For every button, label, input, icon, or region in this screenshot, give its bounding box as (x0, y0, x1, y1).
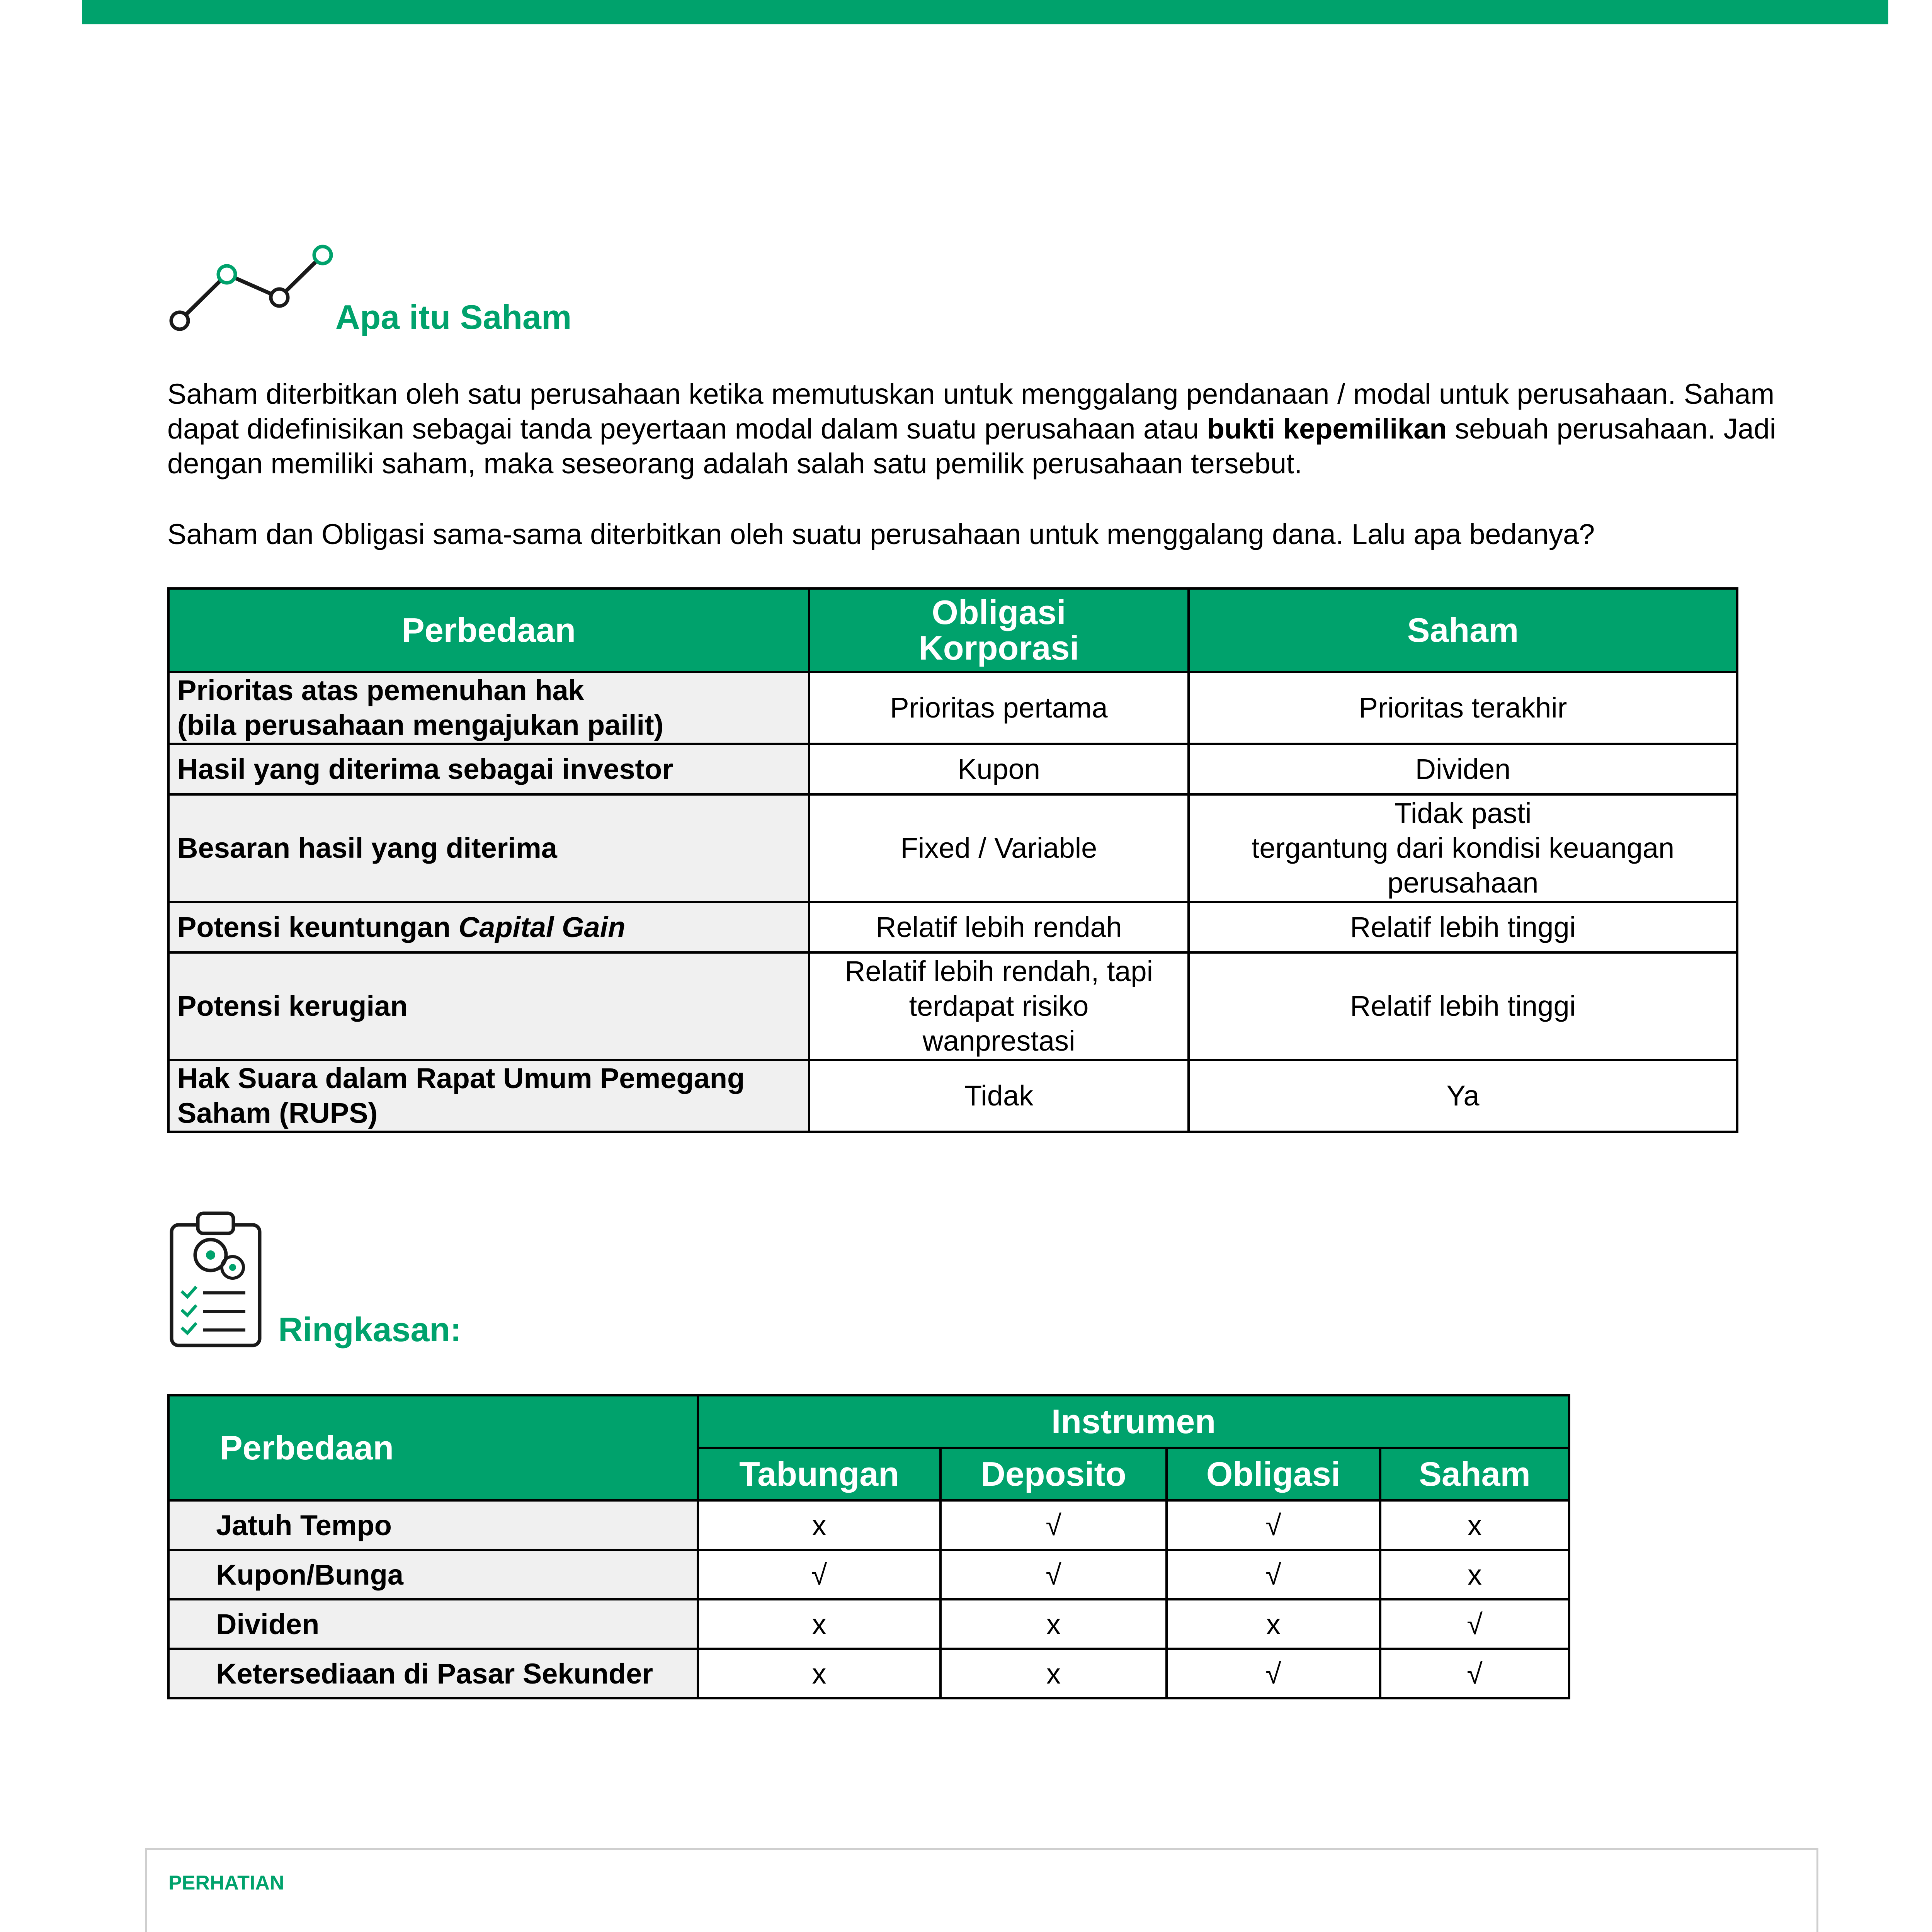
table-row (168, 952, 1737, 1060)
row-label-text: Potensi keuntungan (177, 911, 459, 943)
row-label (168, 1060, 809, 1132)
summary-table (167, 1394, 1570, 1699)
row-label-line: Prioritas atas pemenuhan hak (177, 674, 584, 706)
cell-mark: x (1167, 1599, 1380, 1649)
table-row (168, 1060, 1737, 1132)
row-label: Jatuh Tempo (168, 1500, 698, 1550)
intro-paragraph (167, 377, 1790, 481)
cell-mark: √ (1380, 1599, 1569, 1649)
header-tabungan: Tabungan (698, 1448, 940, 1500)
row-label: Potensi kerugian (168, 952, 809, 1060)
comparison-header-row (168, 588, 1737, 672)
row-label-line: (bila perusahaan mengajukan pailit) (177, 709, 664, 741)
intro-text-bold: bukti kepemilikan (1207, 413, 1447, 445)
cell-line: terdapat risiko (909, 990, 1089, 1022)
cell-saham: Dividen (1189, 744, 1737, 794)
header-obligasi: Obligasi (1167, 1448, 1380, 1500)
row-label: Ketersediaan di Pasar Sekunder (168, 1649, 698, 1698)
table-row (168, 1599, 1569, 1649)
cell-line: wanprestasi (922, 1025, 1075, 1057)
cell-mark: √ (1167, 1649, 1380, 1698)
intro-text-a: Saham diterbitkan oleh satu perusahaan ketika memutuskan untuk menggalang pendanaan / modal untuk perusahaan. Saham dapat didefinisikan sebagai tanda peyertaan modal dalam suatu perusahaan atau (167, 378, 1775, 445)
table-row (168, 672, 1737, 744)
header-deposito: Deposito (940, 1448, 1167, 1500)
header-saham: Saham (1380, 1448, 1569, 1500)
cell-line: Tidak pasti (1394, 797, 1532, 829)
cell-mark: √ (940, 1550, 1167, 1599)
cell-mark: x (1380, 1500, 1569, 1550)
header-perbedaan: Perbedaan (168, 588, 809, 672)
cell-obligasi: Fixed / Variable (809, 794, 1189, 902)
cell-saham: Ya (1189, 1060, 1737, 1132)
cell-saham: Relatif lebih tinggi (1189, 902, 1737, 952)
cell-line: Relatif lebih rendah, tapi (844, 955, 1153, 987)
header-saham: Saham (1189, 588, 1737, 672)
row-label: Besaran hasil yang diterima (168, 794, 809, 902)
cell-mark: √ (1167, 1550, 1380, 1599)
table-row (168, 902, 1737, 952)
row-label: Dividen (168, 1599, 698, 1649)
table-row (168, 1550, 1569, 1599)
line-chart-icon (166, 243, 336, 336)
cell-obligasi: Relatif lebih rendah (809, 902, 1189, 952)
header-obligasi-text: Obligasi Korporasi (918, 593, 1079, 667)
row-label-line: Saham (RUPS) (177, 1097, 378, 1129)
cell-obligasi: Tidak (809, 1060, 1189, 1132)
cell-saham (1189, 794, 1737, 902)
cell-line: tergantung dari kondisi keuangan (1251, 832, 1675, 864)
disclaimer-title: PERHATIAN (168, 1872, 284, 1894)
cell-mark: x (698, 1500, 940, 1550)
question-paragraph: Saham dan Obligasi sama-sama diterbitkan oleh suatu perusahaan untuk menggalang dana. Lalu apa bedanya? (167, 518, 1595, 550)
table-row (168, 1649, 1569, 1698)
cell-obligasi: Prioritas pertama (809, 672, 1189, 744)
cell-line: perusahaan (1387, 867, 1539, 899)
row-label-line: Hak Suara dalam Rapat Umum Pemegang (177, 1062, 745, 1094)
section-title-ringkasan: Ringkasan: (278, 1310, 462, 1349)
cell-mark: x (940, 1649, 1167, 1698)
header-instrumen: Instrumen (698, 1395, 1569, 1448)
cell-mark: √ (698, 1550, 940, 1599)
cell-saham: Relatif lebih tinggi (1189, 952, 1737, 1060)
row-label: Hasil yang diterima sebagai investor (168, 744, 809, 794)
cell-mark: x (1380, 1550, 1569, 1599)
row-label: Kupon/Bunga (168, 1550, 698, 1599)
comparison-table (167, 587, 1738, 1133)
cell-mark: √ (1167, 1500, 1380, 1550)
cell-mark: x (940, 1599, 1167, 1649)
table-row (168, 744, 1737, 794)
cell-mark: x (698, 1599, 940, 1649)
cell-obligasi (809, 952, 1189, 1060)
row-label-italic: Capital Gain (458, 911, 626, 943)
row-label (168, 672, 809, 744)
cell-mark: √ (1380, 1649, 1569, 1698)
row-label (168, 902, 809, 952)
header-perbedaan: Perbedaan (168, 1395, 698, 1500)
disclaimer-box (145, 1848, 1818, 1932)
table-row (168, 794, 1737, 902)
cell-obligasi: Kupon (809, 744, 1189, 794)
intro-text-b: sebuah perusahaan. Jadi dengan memiliki saham, maka seseorang adalah salah satu pemilik perusahaan tersebut. (167, 413, 1776, 480)
cell-saham: Prioritas terakhir (1189, 672, 1737, 744)
top-green-bar (82, 0, 1888, 24)
header-obligasi (809, 588, 1189, 672)
clipboard-gears-icon (166, 1209, 267, 1352)
section-title-saham: Apa itu Saham (335, 298, 572, 336)
cell-mark: x (698, 1649, 940, 1698)
summary-header-row (168, 1395, 1569, 1448)
table-row (168, 1500, 1569, 1550)
cell-mark: √ (940, 1500, 1167, 1550)
